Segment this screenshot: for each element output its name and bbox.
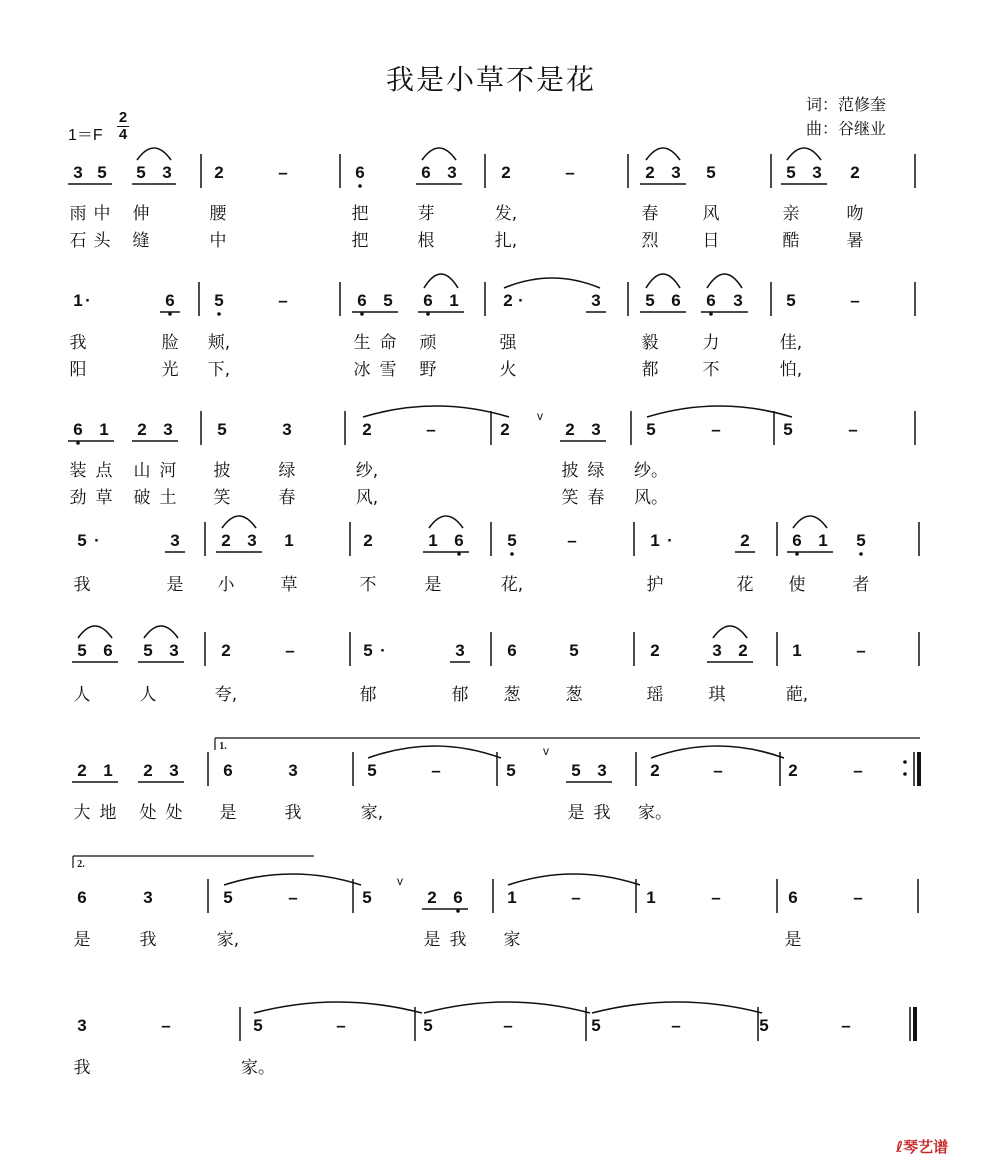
slur <box>424 274 458 288</box>
jianpu-note: – <box>567 531 577 550</box>
repeat-dot <box>903 772 907 776</box>
slur <box>222 516 256 528</box>
jianpu-note: 3 <box>162 163 172 182</box>
jianpu-note: 1 <box>99 420 109 439</box>
jianpu-note: 6 <box>223 761 233 780</box>
slur <box>363 406 509 417</box>
lyric-char: 春 <box>587 488 605 508</box>
lyric-char: 河 <box>159 461 177 481</box>
lyric-char: 地 <box>99 803 117 823</box>
slur <box>137 148 171 160</box>
jianpu-note: 3 <box>247 531 257 550</box>
jianpu-note: 3 <box>288 761 298 780</box>
lyric-char: 葱 <box>565 685 583 705</box>
lyric-char: 芽 <box>417 204 435 224</box>
lyric-char: 家, <box>216 930 240 950</box>
lyric-char: 冰 <box>353 360 371 380</box>
jianpu-note: 5 <box>786 291 796 310</box>
slur <box>254 1002 422 1013</box>
jianpu-note: 6 <box>788 888 798 907</box>
lyric-char: 吻 <box>846 204 864 224</box>
jianpu-note: 2 <box>137 420 147 439</box>
jianpu-note: 6 <box>73 420 83 439</box>
jianpu-note: 6 <box>454 531 464 550</box>
lyric-char: 装 <box>69 461 87 481</box>
jianpu-note: 5 <box>783 420 793 439</box>
lyric-char: 家 <box>503 930 521 950</box>
jianpu-note: – <box>853 761 863 780</box>
breath-mark: v <box>543 744 549 758</box>
jianpu-note: 5 <box>591 1016 601 1035</box>
breath-mark: v <box>537 409 543 423</box>
jianpu-note: 5 <box>856 531 866 550</box>
jianpu-note: 5 <box>646 420 656 439</box>
jianpu-note: 6 <box>792 531 802 550</box>
jianpu-note: 3 <box>812 163 822 182</box>
jianpu-note: 6 <box>453 888 463 907</box>
jianpu-note: 1 <box>818 531 828 550</box>
jianpu-note: 2 <box>363 531 373 550</box>
jianpu-note: – <box>278 163 288 182</box>
jianpu-note: 6 <box>671 291 681 310</box>
lyric-char: 是 <box>73 930 91 950</box>
key-signature: 1＝F <box>68 127 103 144</box>
jianpu-note: 5 <box>136 163 146 182</box>
lyric-char: 中 <box>93 204 111 224</box>
jianpu-note: 2 <box>362 420 372 439</box>
jianpu-note: 5 <box>362 888 372 907</box>
jianpu-note: 5 <box>645 291 655 310</box>
lyric-char: 是 <box>423 930 441 950</box>
jianpu-note: 2 <box>500 420 510 439</box>
slur <box>707 274 742 288</box>
slur <box>787 148 821 160</box>
slur <box>144 626 178 638</box>
song-title: 我是小草不是花 <box>385 63 596 96</box>
jianpu-note: 6 <box>706 291 716 310</box>
jianpu-note: 1 <box>650 531 660 550</box>
lyric-char: 头 <box>93 231 111 251</box>
lyric-char: 披 <box>213 461 231 481</box>
jianpu-note: 2 <box>77 761 87 780</box>
lyric-char: 家。 <box>638 803 672 823</box>
jianpu-note: – <box>848 420 858 439</box>
jianpu-note: 3 <box>163 420 173 439</box>
slur <box>592 1002 762 1013</box>
low-octave-dot <box>358 184 362 188</box>
lyric-char: 破 <box>133 488 151 508</box>
jianpu-note: 3 <box>169 761 179 780</box>
slur <box>647 406 792 417</box>
lyric-char: 日 <box>702 231 720 251</box>
lyric-char: 土 <box>159 488 177 508</box>
jianpu-note: 1 <box>103 761 113 780</box>
jianpu-note: – <box>856 641 866 660</box>
slur <box>646 148 680 160</box>
jianpu-note: 5 <box>786 163 796 182</box>
slur <box>224 874 361 885</box>
jianpu-note: 3 <box>143 888 153 907</box>
jianpu-note: 6 <box>103 641 113 660</box>
jianpu-note: 2 <box>650 761 660 780</box>
lyric-char: 绿 <box>587 461 605 481</box>
jianpu-note: 2 <box>788 761 798 780</box>
lyric-char: 人 <box>73 685 91 705</box>
lyric-char: 山 <box>133 461 151 481</box>
jianpu-note: 2 <box>850 163 860 182</box>
lyric-char: 春 <box>641 204 659 224</box>
lyric-char: 怕, <box>779 360 803 380</box>
jianpu-note: 5 <box>506 761 516 780</box>
jianpu-note: 2 <box>221 531 231 550</box>
jianpu-note: – <box>426 420 436 439</box>
slur <box>713 626 747 638</box>
lyric-char: 是 <box>784 930 802 950</box>
jianpu-note: 5 <box>367 761 377 780</box>
jianpu-note: 5 <box>223 888 233 907</box>
jianpu-note: 3 <box>597 761 607 780</box>
jianpu-note: 5 <box>507 531 517 550</box>
lyric-char: 大 <box>73 803 91 823</box>
lyric-char: 火 <box>499 360 517 380</box>
lyric-char: 风 <box>702 204 720 224</box>
breath-mark: v <box>397 874 403 888</box>
jianpu-note: – <box>841 1016 851 1035</box>
watermark-logo: ℓ琴艺谱 <box>896 1138 949 1156</box>
lyric-char: 伸 <box>132 204 150 224</box>
lyric-char: 亲 <box>782 204 800 224</box>
lyric-char: 使 <box>788 575 806 595</box>
lyric-char: 我 <box>69 333 87 353</box>
lyric-char: 我 <box>139 930 157 950</box>
jianpu-note: – <box>161 1016 171 1035</box>
lyric-char: 笑 <box>561 488 579 508</box>
lyric-char: 琪 <box>708 685 726 705</box>
volta-label: 2. <box>77 859 85 870</box>
jianpu-note: 2 <box>221 641 231 660</box>
lyric-char: 顽 <box>419 333 437 353</box>
lyric-char: 披 <box>561 461 579 481</box>
jianpu-note: 5 <box>97 163 107 182</box>
lyric-char: 小 <box>217 575 235 595</box>
jianpu-note: 1 <box>507 888 517 907</box>
lyric-char: 草 <box>95 488 113 508</box>
lyric-char: 笑 <box>213 488 231 508</box>
lyric-char: 劲 <box>69 488 87 508</box>
jianpu-note: 6 <box>165 291 175 310</box>
slur <box>504 278 600 288</box>
lyric-char: 命 <box>379 333 397 353</box>
lyric-char: 我 <box>449 930 467 950</box>
jianpu-note: · <box>85 291 91 310</box>
jianpu-note: · <box>518 291 524 310</box>
lyric-char: 人 <box>139 685 157 705</box>
jianpu-note: 5 <box>363 641 373 660</box>
jianpu-note: 1 <box>449 291 459 310</box>
lyric-char: 石 <box>69 231 87 251</box>
lyric-char: 家。 <box>241 1058 275 1078</box>
jianpu-note: – <box>671 1016 681 1035</box>
lyric-char: 脸 <box>161 333 179 353</box>
jianpu-note: 3 <box>455 641 465 660</box>
jianpu-note: 5 <box>571 761 581 780</box>
jianpu-note: 2 <box>214 163 224 182</box>
lyric-char: 光 <box>161 360 179 380</box>
lyric-char: 我 <box>593 803 611 823</box>
lyric-char: 者 <box>852 575 870 595</box>
jianpu-note: – <box>336 1016 346 1035</box>
lyric-char: 我 <box>73 1058 91 1078</box>
jianpu-note: – <box>853 888 863 907</box>
jianpu-note: 6 <box>423 291 433 310</box>
slur <box>793 516 827 528</box>
jianpu-note: 1 <box>646 888 656 907</box>
lyric-char: 腰 <box>209 204 227 224</box>
lyric-char: 我 <box>73 575 91 595</box>
lyric-char: 葱 <box>503 685 521 705</box>
lyric-char: 野 <box>419 360 437 380</box>
lyric-char: 郁 <box>451 685 469 705</box>
jianpu-note: – <box>503 1016 513 1035</box>
lyric-char: 强 <box>499 333 517 353</box>
lyric-char: 雨 <box>69 204 87 224</box>
lyric-char: 发, <box>494 204 518 224</box>
jianpu-note: 3 <box>712 641 722 660</box>
jianpu-note: 5 <box>383 291 393 310</box>
slur <box>368 746 501 758</box>
jianpu-note: 6 <box>357 291 367 310</box>
jianpu-note: 5 <box>77 531 87 550</box>
lyric-char: 家, <box>360 803 384 823</box>
slur <box>429 516 463 528</box>
lyric-char: 不 <box>359 575 377 595</box>
lyric-char: 缝 <box>132 231 150 251</box>
time-sig-top: 2 <box>118 109 128 126</box>
lyric-char: 根 <box>417 231 435 251</box>
jianpu-note: – <box>285 641 295 660</box>
lyric-char: 瑶 <box>646 685 664 705</box>
jianpu-note: 3 <box>170 531 180 550</box>
watermark-text: 琴艺谱 <box>903 1138 949 1156</box>
lyric-char: 风, <box>355 488 379 508</box>
jianpu-note: 3 <box>73 163 83 182</box>
jianpu-note: 3 <box>733 291 743 310</box>
repeat-dot <box>903 760 907 764</box>
jianpu-note: · <box>380 641 386 660</box>
slur <box>424 1002 590 1013</box>
jianpu-note: – <box>288 888 298 907</box>
lyric-char: 草 <box>280 575 298 595</box>
lyric-char: 佳, <box>779 333 803 353</box>
jianpu-note: 6 <box>421 163 431 182</box>
lyric-char: 葩, <box>785 685 809 705</box>
jianpu-note: 2 <box>503 291 513 310</box>
composer-credit: 曲：谷继业 <box>806 119 887 138</box>
jianpu-note: – <box>278 291 288 310</box>
jianpu-note: 5 <box>217 420 227 439</box>
jianpu-note: 2 <box>143 761 153 780</box>
lyric-char: 颊, <box>207 333 231 353</box>
jianpu-note: 5 <box>423 1016 433 1035</box>
low-octave-dot <box>859 552 863 556</box>
lyric-char: 把 <box>351 204 369 224</box>
jianpu-note: · <box>667 531 673 550</box>
lyric-char: 烈 <box>641 231 659 251</box>
low-octave-dot <box>510 552 514 556</box>
jianpu-note: 6 <box>355 163 365 182</box>
volta-label: 1. <box>219 741 227 752</box>
lyric-char: 夸, <box>214 685 238 705</box>
jianpu-note: · <box>94 531 100 550</box>
lyric-char: 雪 <box>379 360 397 380</box>
slur <box>78 626 112 638</box>
jianpu-note: 2 <box>501 163 511 182</box>
lyric-char: 点 <box>95 461 113 481</box>
lyric-char: 处 <box>165 803 183 823</box>
jianpu-note: 3 <box>282 420 292 439</box>
lyric-char: 花 <box>736 575 754 595</box>
lyric-char: 是 <box>424 575 442 595</box>
jianpu-note: 3 <box>169 641 179 660</box>
jianpu-note: 2 <box>565 420 575 439</box>
lyric-char: 风。 <box>634 488 668 508</box>
lyricist-credit: 词：范修奎 <box>806 95 887 114</box>
lyric-char: 花, <box>500 575 524 595</box>
lyric-char: 绿 <box>278 461 296 481</box>
lyric-char: 春 <box>278 488 296 508</box>
jianpu-note: 5 <box>253 1016 263 1035</box>
jianpu-note: 3 <box>447 163 457 182</box>
lyric-char: 纱。 <box>634 461 668 481</box>
lyric-char: 中 <box>209 231 227 251</box>
lyric-char: 不 <box>702 360 720 380</box>
lyric-char: 护 <box>646 575 664 595</box>
low-octave-dot <box>217 312 221 316</box>
jianpu-note: – <box>571 888 581 907</box>
jianpu-note: 5 <box>77 641 87 660</box>
jianpu-note: 3 <box>77 1016 87 1035</box>
jianpu-note: 3 <box>591 420 601 439</box>
jianpu-note: – <box>850 291 860 310</box>
jianpu-note: 1 <box>792 641 802 660</box>
lyric-char: 郁 <box>359 685 377 705</box>
jianpu-note: 6 <box>77 888 87 907</box>
jianpu-note: 2 <box>645 163 655 182</box>
lyric-char: 力 <box>702 333 720 353</box>
jianpu-note: 2 <box>650 641 660 660</box>
jianpu-note: – <box>711 888 721 907</box>
lyric-char: 把 <box>351 231 369 251</box>
jianpu-note: 3 <box>591 291 601 310</box>
slur <box>651 746 784 758</box>
jianpu-note: 5 <box>706 163 716 182</box>
jianpu-note: 2 <box>740 531 750 550</box>
lyric-char: 是 <box>567 803 585 823</box>
slur <box>422 148 456 160</box>
jianpu-note: – <box>713 761 723 780</box>
slur <box>508 874 640 885</box>
jianpu-note: 5 <box>569 641 579 660</box>
lyric-char: 我 <box>284 803 302 823</box>
jianpu-note: 5 <box>214 291 224 310</box>
jianpu-note: – <box>711 420 721 439</box>
jianpu-note: 6 <box>507 641 517 660</box>
lyric-char: 纱, <box>355 461 379 481</box>
lyric-char: 处 <box>139 803 157 823</box>
lyric-char: 毅 <box>641 333 659 353</box>
lyric-char: 是 <box>219 803 237 823</box>
lyric-char: 扎, <box>494 231 518 251</box>
jianpu-note: – <box>431 761 441 780</box>
lyric-char: 下, <box>207 360 231 380</box>
jianpu-note: – <box>565 163 575 182</box>
lyric-char: 阳 <box>69 360 87 380</box>
jianpu-note: 1 <box>428 531 438 550</box>
lyric-char: 都 <box>641 360 659 380</box>
jianpu-note: 1 <box>284 531 294 550</box>
jianpu-note: 1 <box>73 291 83 310</box>
time-sig-bottom: 4 <box>118 126 128 143</box>
slur <box>646 274 680 288</box>
jianpu-note: 2 <box>738 641 748 660</box>
jianpu-note: 5 <box>143 641 153 660</box>
jianpu-note: 2 <box>427 888 437 907</box>
lyric-char: 酷 <box>782 231 800 251</box>
lyric-char: 生 <box>353 333 371 353</box>
jianpu-note: 5 <box>759 1016 769 1035</box>
jianpu-note: 3 <box>671 163 681 182</box>
lyric-char: 暑 <box>846 231 864 251</box>
lyric-char: 是 <box>166 575 184 595</box>
